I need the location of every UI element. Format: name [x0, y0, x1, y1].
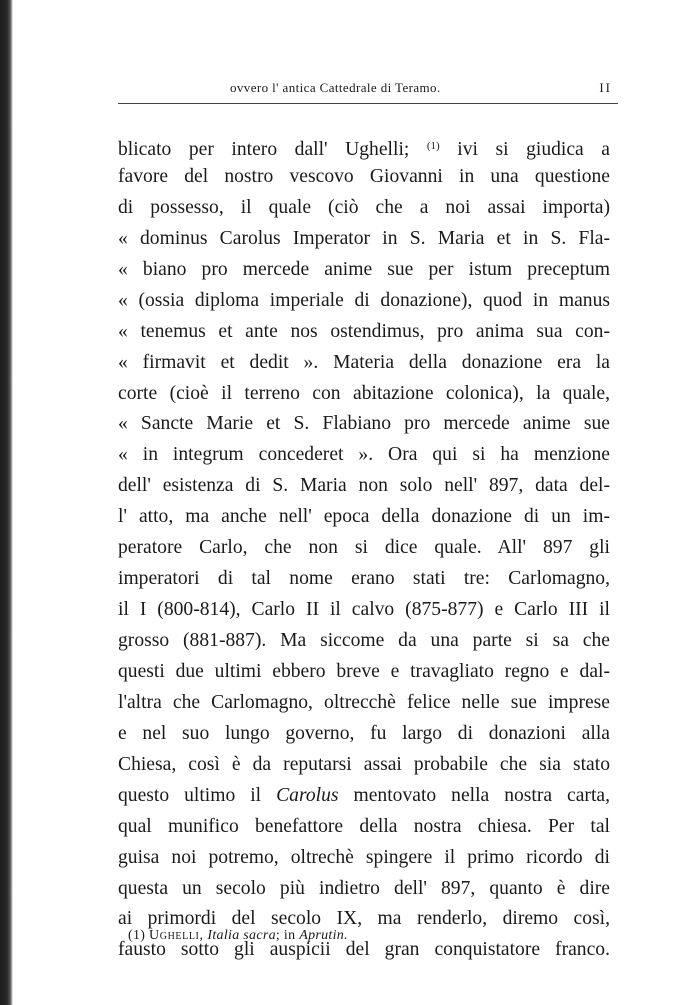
- text-line: il I (800-814), Carlo II il calvo (875-877) e Carlo III il: [118, 599, 610, 621]
- text-line: corte (cioè il terreno con abitazione colonica), la quale,: [118, 382, 610, 404]
- text-line: dell' esistenza di S. Maria non solo nell' 897, data del-: [118, 475, 610, 497]
- text-line: qual munifico benefattore della nostra chiesa. Per tal: [118, 815, 610, 837]
- italic-term: Carolus: [276, 784, 339, 806]
- text-line: blicato per intero dall' Ughelli; $^{(1)}$ ivi si giudica a: [118, 139, 610, 160]
- text-line: l' atto, ma anche nell' epoca della donazione di un im-: [118, 506, 610, 528]
- text-line: ai primordi del secolo IX, ma renderlo, diremo così,: [118, 908, 610, 930]
- text-line: questo ultimo il Carolus mentovato nella nostra carta,: [118, 784, 610, 806]
- footnote-number: (1): [128, 928, 146, 943]
- page-number: II: [599, 80, 612, 95]
- text-line: guisa noi potremo, oltrechè spingere il primo ricordo di: [118, 846, 610, 868]
- text-line: « tenemus et ante nos ostendimus, pro anima sua con-: [118, 320, 610, 342]
- text-line: di possesso, il quale (ciò che a noi assai importa): [118, 196, 610, 218]
- text-line: imperatori di tal nome erano stati tre: Carlomagno,: [118, 568, 610, 590]
- header-rule: [118, 103, 618, 104]
- body-text: [118, 131, 610, 966]
- footnote-author: Ughelli,: [149, 928, 204, 943]
- text-line: « dominus Carolus Imperator in S. Maria et in S. Fla-: [118, 227, 610, 249]
- text-line: « (ossia diploma imperiale di donazione), quod in manus: [118, 289, 610, 311]
- footnote-work: Italia sacra: [207, 928, 276, 943]
- text-line: « biano pro mercede anime sue per istum preceptum: [118, 258, 610, 280]
- text-line: grosso (881-887). Ma siccome da una parte si sa che: [118, 630, 610, 651]
- running-head: [118, 80, 618, 100]
- text-line: « firmavit et dedit ». Materia della donazione era la: [118, 351, 610, 373]
- text-line: « in integrum concederet ». Ora qui si ha menzione: [118, 444, 610, 466]
- text-line: peratore Carlo, che non si dice quale. All' 897 gli: [118, 537, 610, 559]
- text-line: questi due ultimi ebbero breve e travagliato regno e dal-: [118, 660, 610, 682]
- text-line: questa un secolo più indietro dell' 897, quanto è dire: [118, 877, 610, 899]
- footnote: [128, 928, 348, 944]
- text-line: e nel suo lungo governo, fu largo di donazioni alla: [118, 722, 610, 744]
- text-line: « Sancte Marie et S. Flabiano pro mercede anime sue: [118, 413, 610, 435]
- text-line: l'altra che Carlomagno, oltrecchè felice nelle sue imprese: [118, 691, 610, 713]
- footnote-separator: ; in: [275, 928, 296, 943]
- text-line: fausto sotto gli auspicii del gran conquistatore franco.: [118, 939, 610, 961]
- running-title: ovvero l' antica Cattedrale di Teramo.: [230, 80, 441, 95]
- text-line: Chiesa, così è da reputarsi assai probabile che sia stato: [118, 753, 610, 775]
- footnote-place: Aprutin.: [299, 928, 348, 943]
- footnote-reference: (1): [426, 140, 440, 152]
- text-line: favore del nostro vescovo Giovanni in una questione: [118, 165, 610, 187]
